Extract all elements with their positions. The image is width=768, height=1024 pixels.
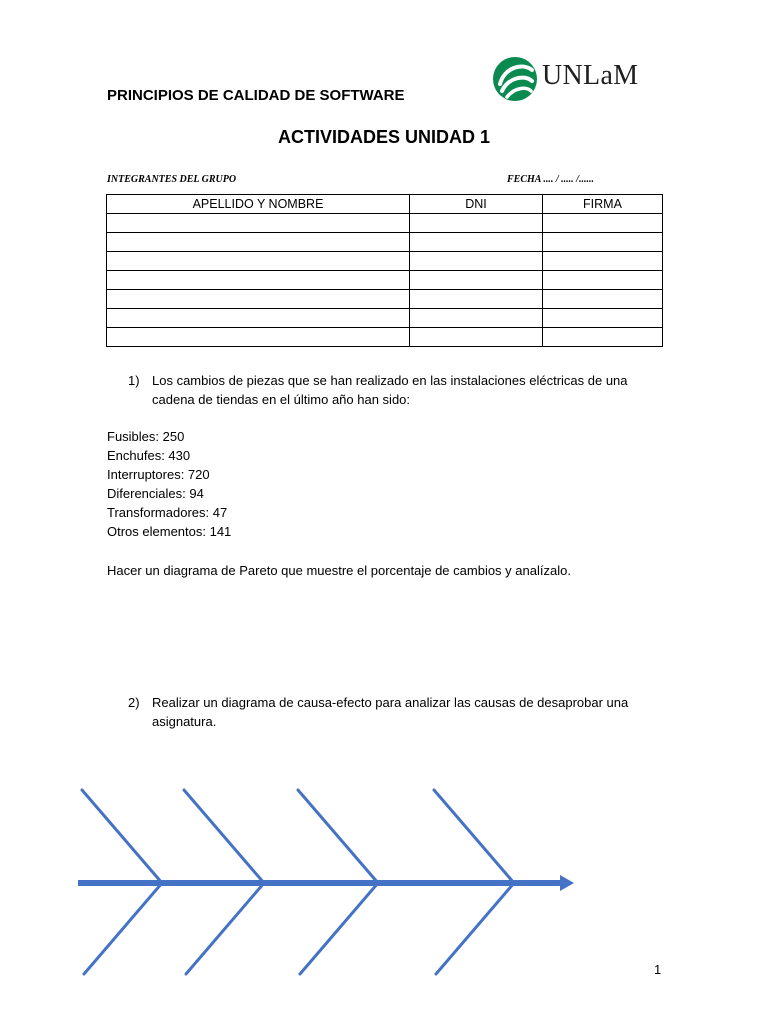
fishbone-upper-bone bbox=[184, 790, 264, 883]
list-item: Otros elementos: 141 bbox=[107, 524, 232, 539]
column-header-dni: DNI bbox=[410, 195, 543, 214]
question-1-instruction: Hacer un diagrama de Pareto que muestre el porcentaje de cambios y analízalo. bbox=[107, 563, 571, 578]
logo-text: UNLaM bbox=[542, 60, 639, 91]
fishbone-lower-bone bbox=[84, 883, 162, 974]
fishbone-arrowhead bbox=[560, 875, 574, 891]
column-header-signature: FIRMA bbox=[543, 195, 663, 214]
document-title: ACTIVIDADES UNIDAD 1 bbox=[277, 127, 491, 147]
list-item: Interruptores: 720 bbox=[107, 467, 210, 482]
list-item: Fusibles: 250 bbox=[107, 429, 185, 444]
fishbone-upper-bone bbox=[82, 790, 162, 883]
members-label: INTEGRANTES DEL GRUPO bbox=[107, 174, 237, 185]
page-number: 1 bbox=[654, 962, 662, 977]
question-2-number: 2) bbox=[128, 695, 140, 710]
column-header-name: APELLIDO Y NOMBRE bbox=[107, 195, 410, 214]
date-label: FECHA .... / ..... /...... bbox=[507, 174, 594, 185]
question-1-number: 1) bbox=[128, 373, 140, 388]
fishbone-upper-bone bbox=[434, 790, 514, 883]
list-item: Diferenciales: 94 bbox=[107, 486, 204, 501]
fishbone-lower-bone bbox=[436, 883, 514, 974]
list-item: Transformadores: 47 bbox=[107, 505, 228, 520]
question-2-text: Realizar un diagrama de causa-efecto para analizar las causas de desaprobar una asignatura. bbox=[152, 695, 629, 729]
fishbone-lower-bone bbox=[300, 883, 378, 974]
course-title: PRINCIPIOS DE CALIDAD DE SOFTWARE bbox=[107, 87, 405, 104]
list-item: Enchufes: 430 bbox=[107, 448, 191, 463]
fishbone-upper-bone bbox=[298, 790, 378, 883]
question-1-text: Los cambios de piezas que se han realizado en las instalaciones eléctricas de una cadena de tiendas en el último año han sido: bbox=[152, 373, 628, 407]
fishbone-lower-bone bbox=[186, 883, 264, 974]
